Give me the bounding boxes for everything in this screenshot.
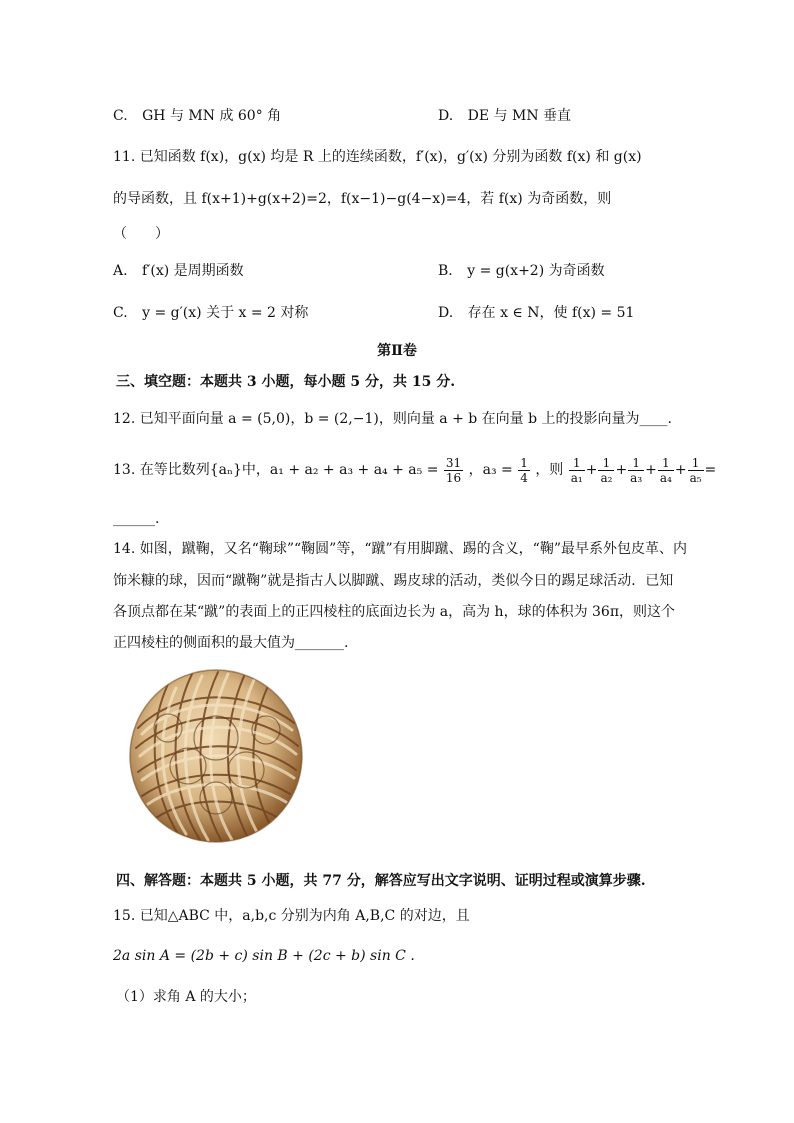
q11-option-c	[113, 303, 308, 323]
q11-answer-paren: （ ）	[113, 226, 169, 242]
q15-equation: 2a sin A = (2b + c) sin B + (2c + b) sin C .	[113, 948, 415, 964]
q11-option-c-label: C.	[113, 305, 128, 321]
q14-stem-line2: 饰米糠的球，因而“蹴鞠”就是指古人以脚蹴、踢皮球的活动，类似今日的踢足球活动．已知	[113, 573, 674, 589]
section3-heading: 三、填空题：本题共 3 小题，每小题 5 分，共 15 分.	[116, 374, 456, 390]
q13-recip-3	[628, 456, 644, 485]
q13-sum-fraction	[444, 456, 463, 485]
q14-stem-line1: 14. 如图，蹴鞠，又名“鞠球”“鞠圆”等，“蹴”有用脚蹴、踢的含义，“鞠”最早系外包皮革、内	[113, 541, 687, 557]
q11-option-d	[438, 303, 634, 323]
q13-recip-1-den: a₁	[570, 470, 583, 485]
q11-stem-line2: 的导函数，且 f(x+1)+g(x+2)=2，f(x−1)−g(4−x)=4，若 f(x) 为奇函数，则	[113, 191, 612, 207]
q12-stem: 12. 已知平面向量 a = (5,0)，b = (2,−1)，则向量 a + b 在向量 b 上的投影向量为____.	[113, 411, 672, 427]
q13-recip-1	[569, 456, 585, 485]
q13-equals: =	[704, 462, 717, 478]
cuju-ball-image	[128, 668, 304, 844]
q13-answer-blank: ______.	[113, 511, 160, 527]
q11-option-a	[113, 261, 244, 281]
q13-recip-1-num: 1	[569, 456, 585, 471]
q13-a3-num: 1	[520, 455, 528, 470]
q13-sum-num: 31	[445, 455, 462, 470]
q13-recip-5	[688, 456, 704, 485]
part2-title: 第Ⅱ卷	[377, 343, 417, 359]
q15-subquestion-1: （1）求角 A 的大小；	[116, 989, 256, 1005]
q13-recip-4	[658, 456, 674, 485]
q13-plus-3: +	[645, 462, 657, 478]
q13-then: ，则	[535, 462, 564, 478]
q11-stem-line1: 11. 已知函数 f(x)，g(x) 均是 R 上的连续函数，f′(x)，g′(x) 分别为函数 f(x) 和 g(x)	[113, 149, 642, 165]
q13-recip-4-num: 1	[658, 456, 674, 471]
woven-ball-icon	[128, 668, 304, 844]
q11-option-c-text: y = g′(x) 关于 x = 2 对称	[142, 305, 309, 321]
q13-a3-fraction	[518, 456, 530, 485]
q13-recip-2-num: 1	[598, 456, 614, 471]
q15-stem-line1: 15. 已知△ABC 中，a,b,c 分别为内角 A,B,C 的对边，且	[113, 908, 470, 924]
q11-option-a-text: f′(x) 是周期函数	[142, 263, 244, 279]
section4-heading: 四、解答题：本题共 5 小题，共 77 分，解答应写出文字说明、证明过程或演算步骤.	[116, 873, 646, 889]
q10-option-d	[438, 106, 571, 126]
q13-a3-den: 4	[520, 470, 528, 485]
q11-option-b-text: y = g(x+2) 为奇函数	[467, 263, 605, 279]
q13-stem	[113, 452, 716, 488]
q13-recip-5-num: 1	[688, 456, 704, 471]
q13-sum-den: 16	[445, 470, 462, 485]
q11-option-d-text: 存在 x ∈ N，使 f(x) = 51	[467, 305, 635, 321]
q13-recip-3-num: 1	[628, 456, 644, 471]
q11-option-b	[438, 261, 605, 281]
q13-plus-1: +	[585, 462, 598, 478]
q13-recip-3-den: a₃	[630, 470, 643, 485]
q10-option-d-text: DE 与 MN 垂直	[467, 108, 572, 124]
q13-recip-2	[598, 456, 614, 485]
q13-recip-4-den: a₄	[659, 470, 672, 485]
q14-stem-line3: 各顶点都在某“蹴”的表面上的正四棱柱的底面边长为 a，高为 h，球的体积为 36π，则这个	[113, 604, 676, 620]
q13-recip-2-den: a₂	[600, 470, 613, 485]
q10-option-c-label: C.	[113, 108, 128, 124]
q11-option-a-label: A.	[113, 263, 128, 279]
q10-option-d-label: D.	[438, 108, 454, 124]
q11-option-b-label: B.	[438, 263, 453, 279]
q13-plus-4: +	[674, 462, 687, 478]
q13-plus-2: +	[615, 462, 628, 478]
q10-option-c-text: GH 与 MN 成 60° 角	[142, 108, 282, 124]
q13-mid: ，a₃ =	[468, 462, 513, 478]
q13-recip-5-den: a₅	[689, 470, 702, 485]
q14-stem-line4: 正四棱柱的侧面积的最大值为_______.	[113, 635, 349, 651]
q11-option-d-label: D.	[438, 305, 454, 321]
q13-prefix: 13. 在等比数列{aₙ}中，a₁ + a₂ + a₃ + a₄ + a₅ =	[113, 462, 439, 478]
q10-option-c	[113, 106, 281, 126]
